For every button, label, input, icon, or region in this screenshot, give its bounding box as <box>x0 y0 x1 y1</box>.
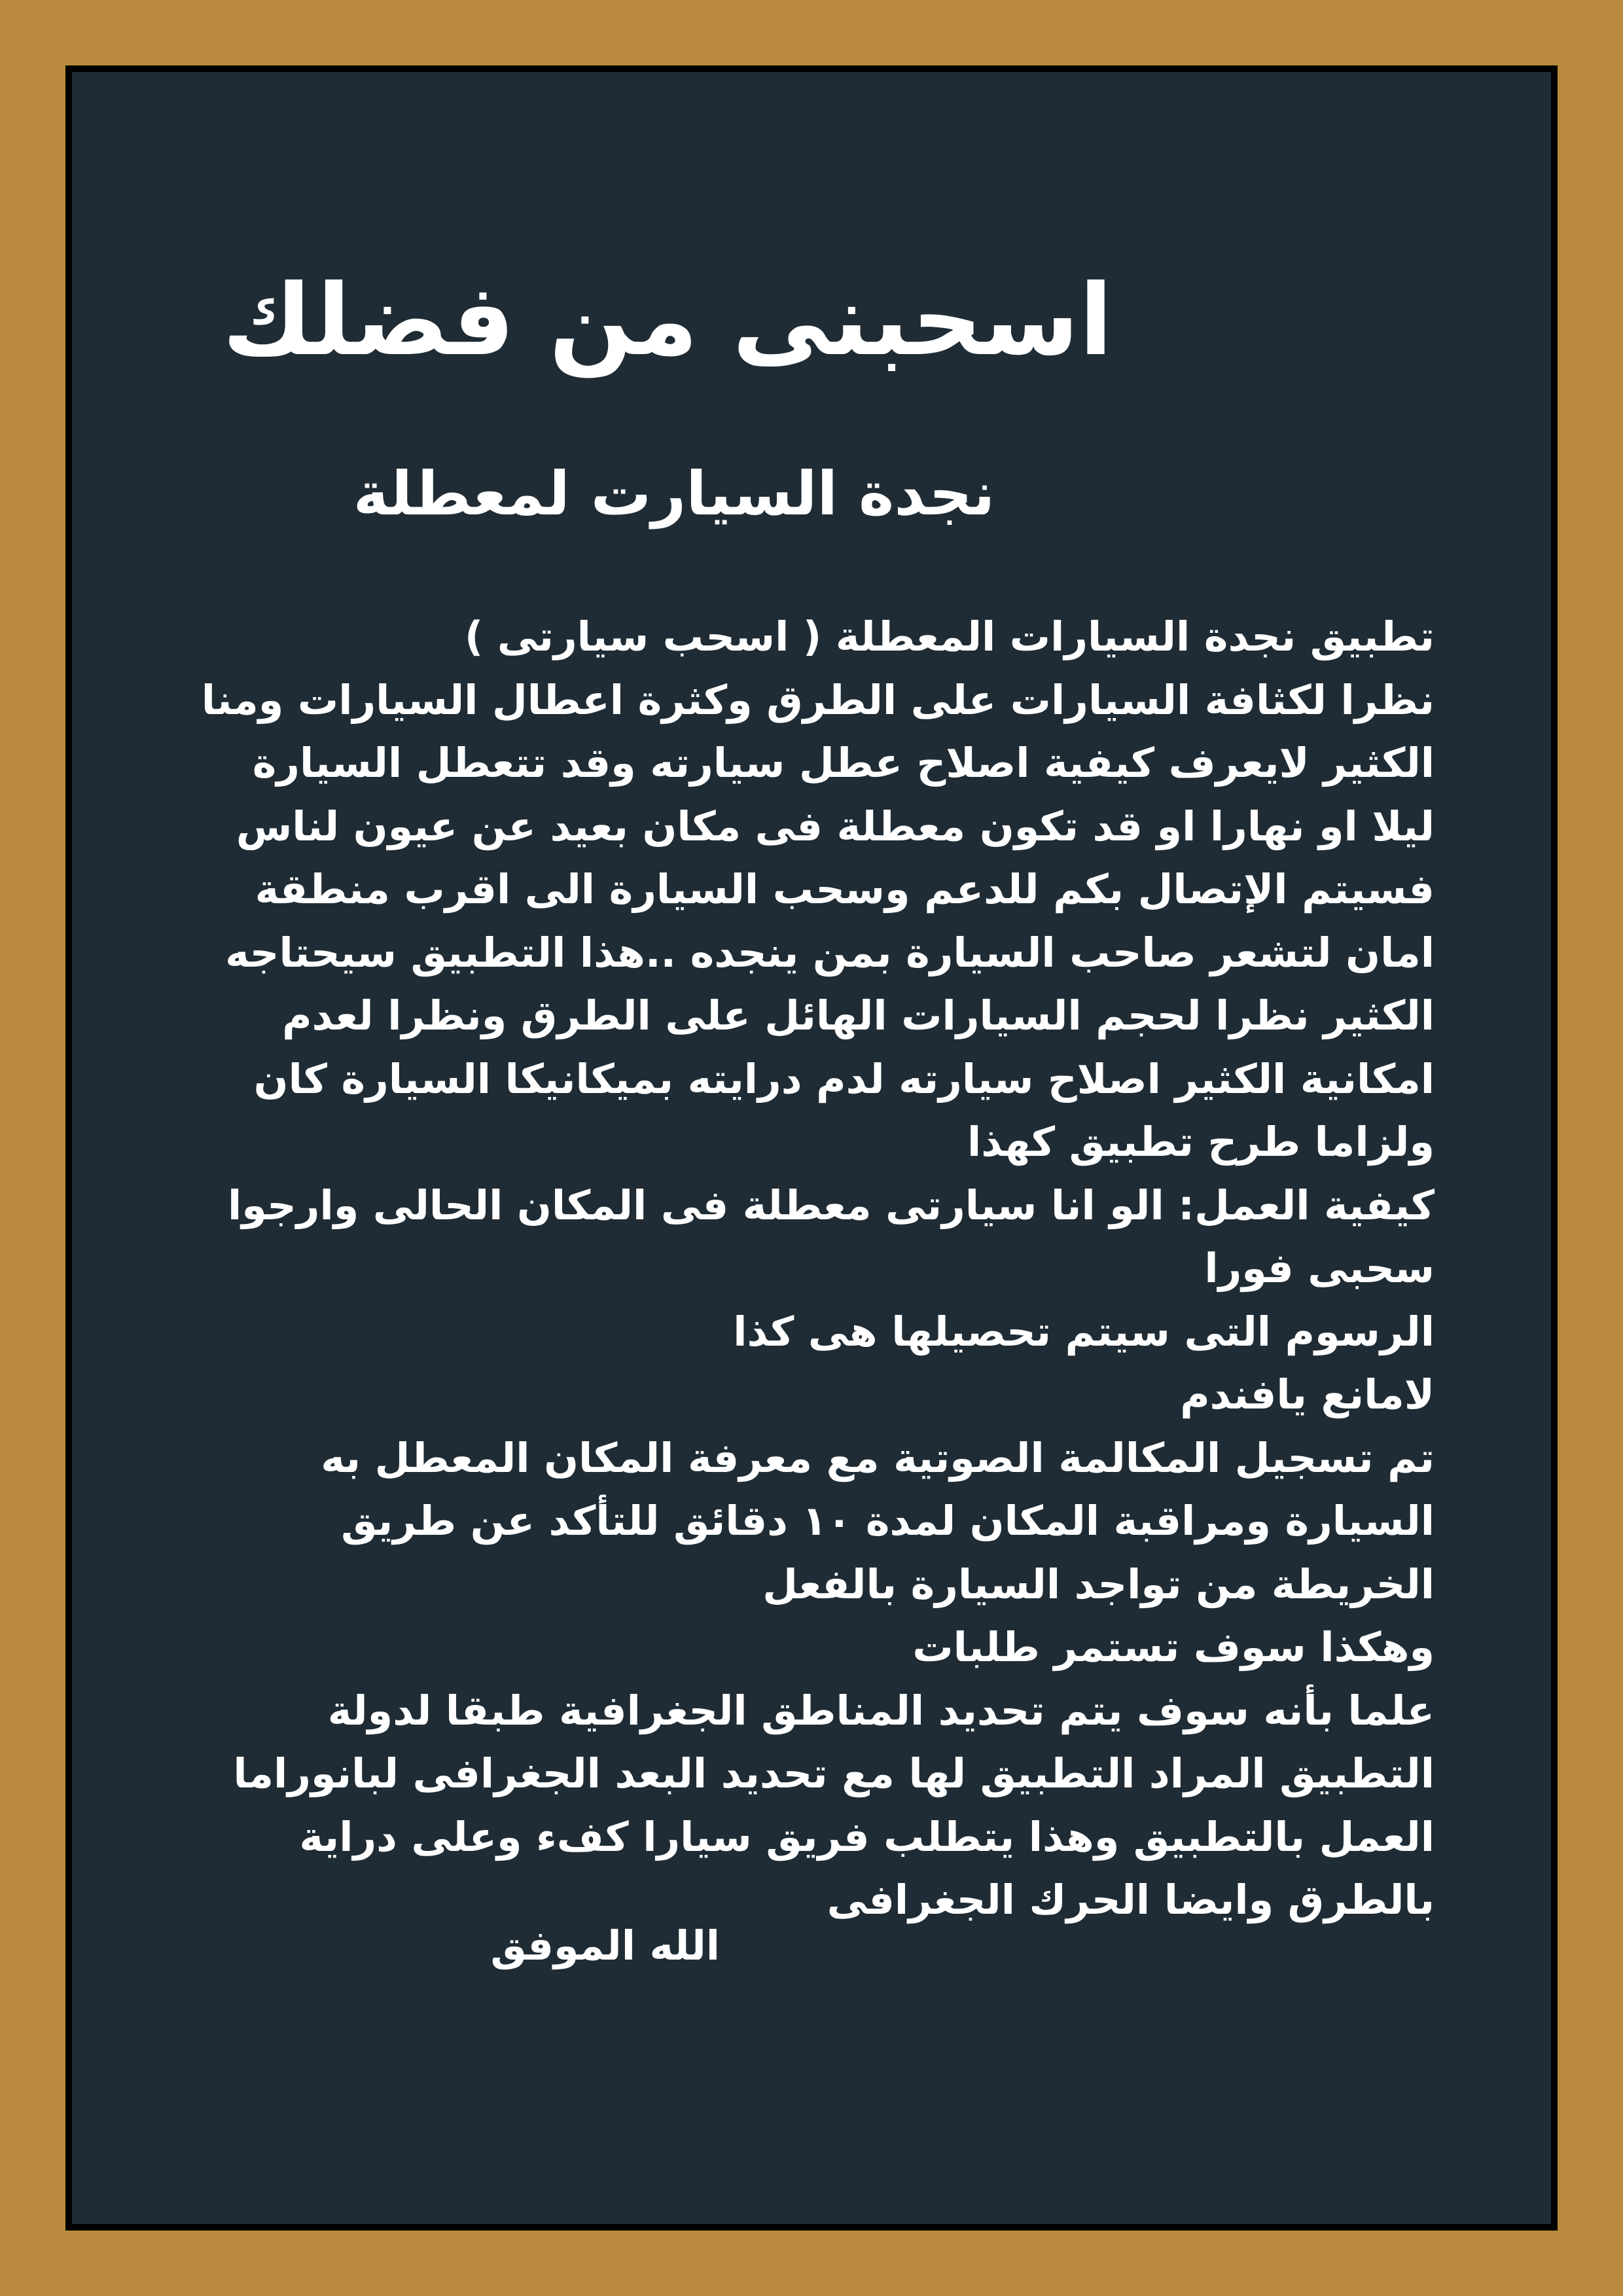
body-line: امان لتشعر صاحب السيارة بمن ينجده ..هذا التطبيق سيحتاجه <box>225 928 1435 977</box>
body-line: السيارة ومراقبة المكان لمدة ١٠ دقائق للتأكد عن طريق <box>341 1497 1435 1545</box>
body-line: سحبى فورا <box>1204 1244 1435 1292</box>
page-title: اسحبنى من فضلك <box>222 264 1113 378</box>
body-text <box>191 605 1435 1932</box>
body-line: بالطرق وايضا الحرك الجغرافى <box>827 1876 1435 1924</box>
body-line: لامانع يافندم <box>1180 1371 1435 1418</box>
body-line: وهكذا سوف تستمر طلبات <box>912 1623 1435 1671</box>
body-line: فسيتم الإتصال بكم للدعم وسحب السيارة الى اقرب منطقة <box>255 865 1435 913</box>
body-line: ولزاما طرح تطبيق كهذا <box>967 1118 1435 1166</box>
body-line: الخريطة من تواجد السيارة بالفعل <box>762 1560 1435 1608</box>
body-line: تطبيق نجدة السيارات المعطلة ( اسحب سيارتى ) <box>465 613 1435 660</box>
body-line: امكانية الكثير اصلاح سيارته لدم درايته بميكانيكا السيارة كان <box>253 1054 1435 1103</box>
body-line: الكثير نظرا لحجم السيارات الهائل على الطرق ونظرا لعدم <box>282 992 1435 1039</box>
closing-line: الله الموفق <box>490 1922 720 1969</box>
body-line: كيفية العمل: الو انا سيارتى معطلة فى المكان الحالى وارجوا <box>227 1181 1435 1229</box>
body-line: الكثير لايعرف كيفية اصلاح عطل سيارته وقد تتعطل السيارة <box>252 739 1435 787</box>
body-line: ليلا او نهارا او قد تكون معطلة فى مكان بعيد عن عيون لناس <box>236 802 1435 850</box>
body-line: الرسوم التى سيتم تحصيلها هى كذا <box>733 1307 1435 1355</box>
body-line: العمل بالتطبيق وهذا يتطلب فريق سيارا كفء وعلى دراية <box>299 1812 1435 1861</box>
page-subtitle: نجدة السيارت لمعطلة <box>353 459 995 529</box>
body-line: التطبيق المراد التطبيق لها مع تحديد البعد الجغرافى لبانوراما <box>233 1749 1435 1797</box>
body-line: تم تسجيل المكالمة الصوتية مع معرفة المكان المعطل به <box>321 1433 1435 1482</box>
body-line: علما بأنه سوف يتم تحديد المناطق الجغرافية طبقا لدولة <box>327 1686 1435 1734</box>
document-panel <box>65 65 1558 2231</box>
body-line: نظرا لكثافة السيارات على الطرق وكثرة اعطال السيارات ومنا <box>201 675 1435 724</box>
